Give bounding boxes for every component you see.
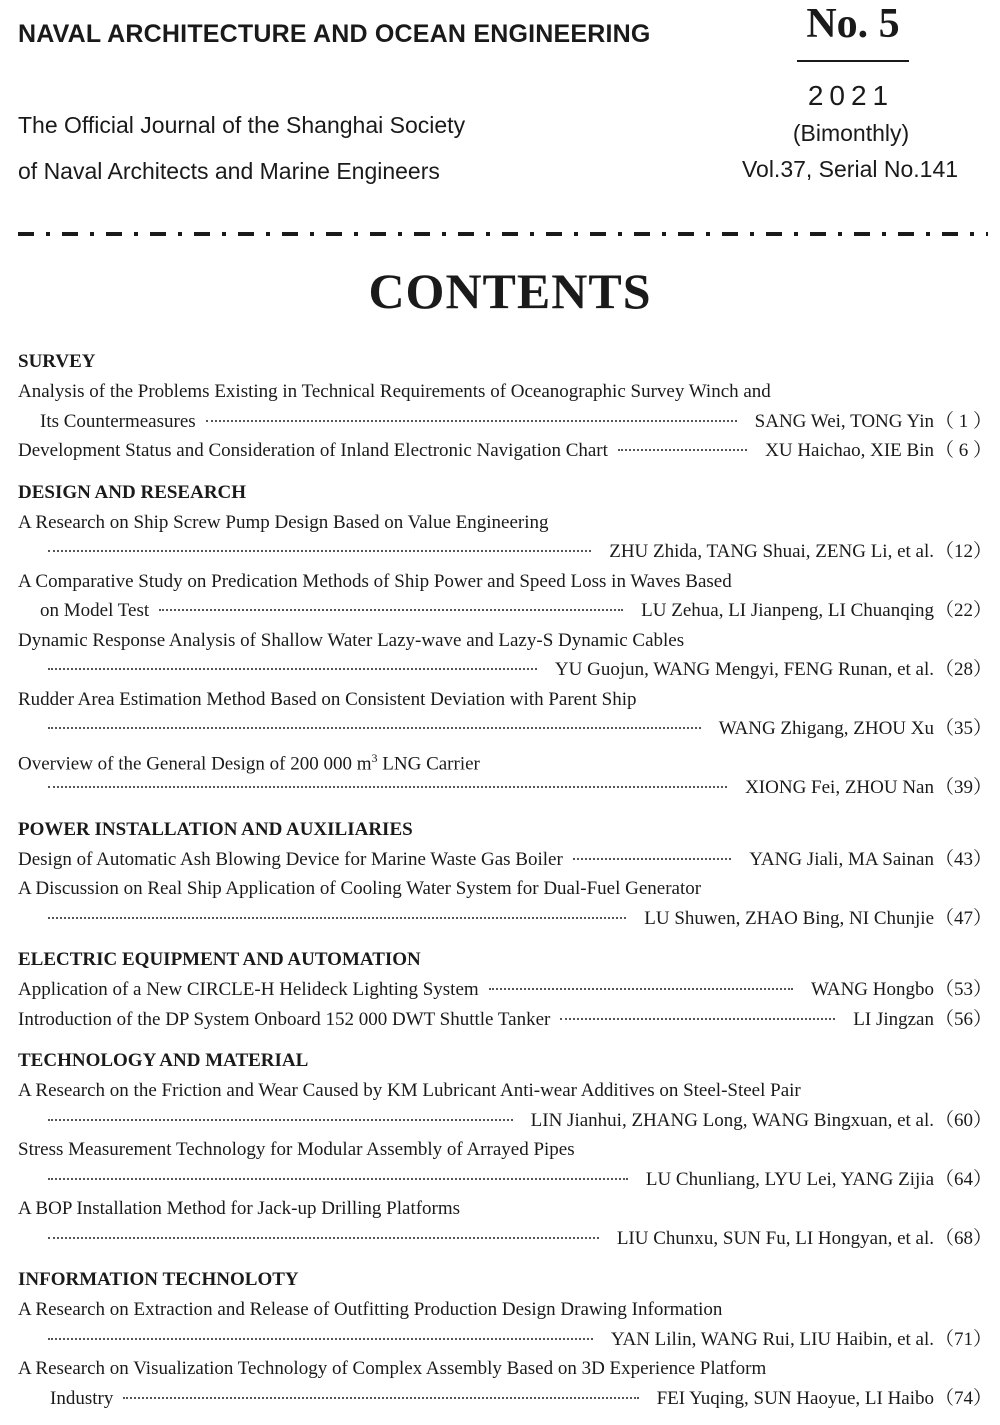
issue-frequency: (Bimonthly): [792, 120, 910, 146]
article-page: （53）: [934, 979, 992, 1000]
article-authors: XIONG Fei, ZHOU Nan: [745, 777, 934, 798]
article-authors: LIU Chunxu, SUN Fu, LI Hongyan, et al.: [616, 1227, 934, 1249]
section-heading: TECHNOLOGY AND MATERIAL: [18, 1050, 309, 1071]
article-authors: YANG Jiali, MA Sainan: [749, 848, 934, 870]
section-electric-equipment: [18, 945, 992, 1034]
issue-number: No. 5: [806, 1, 900, 47]
article-entry: [18, 714, 992, 744]
leader-dots: [573, 858, 731, 860]
leader-dots: [48, 786, 727, 788]
article-title: A Research on the Friction and Wear Caused by KM Lubricant Anti-wear Additives on Steel-Steel Pair: [18, 1080, 801, 1101]
article-title-line1: Analysis of the Problems Existing in Technical Requirements of Oceanographic Survey Winch and: [18, 381, 771, 402]
section-heading: ELECTRIC EQUIPMENT AND AUTOMATION: [18, 949, 421, 970]
leader-dots: [206, 420, 737, 422]
article-entry: [18, 1165, 992, 1195]
article-authors: WANG Zhigang, ZHOU Xu: [718, 718, 934, 739]
leader-dots: [560, 1018, 835, 1020]
article-entry: [18, 1325, 992, 1355]
article-entry: [18, 436, 992, 466]
article-title-line1: A Research on Visualization Technology of Complex Assembly Based on 3D Experience Platform: [18, 1358, 767, 1379]
article-page: （43）: [934, 848, 992, 870]
article-authors: ZHU Zhida, TANG Shuai, ZENG Li, et al.: [609, 541, 934, 562]
article-title-line2: Industry: [50, 1387, 114, 1409]
article-title: Application of a New CIRCLE-H Helideck Lighting System: [18, 979, 479, 1000]
issue-year: 2021: [807, 80, 895, 111]
leader-dots: [489, 988, 793, 990]
article-entry: [18, 845, 992, 875]
article-authors: LU Zehua, LI Jianpeng, LI Chuanqing: [641, 600, 934, 621]
article-title-line2: on Model Test: [40, 600, 150, 621]
section-information-technology: [18, 1265, 992, 1413]
section-power-installation: [18, 815, 992, 934]
issue-underline: [797, 60, 909, 62]
article-entry: [18, 1005, 992, 1035]
article-authors: LU Shuwen, ZHAO Bing, NI Chunjie: [644, 907, 934, 929]
article-page: （56）: [934, 1008, 992, 1030]
article-entry: [18, 1224, 992, 1254]
leader-dots: [618, 449, 747, 451]
article-title: Development Status and Consideration of Inland Electronic Navigation Chart: [18, 440, 608, 461]
article-authors: YU Guojun, WANG Mengyi, FENG Runan, et al.: [554, 659, 934, 680]
leader-dots: [123, 1397, 638, 1399]
article-entry: [18, 904, 992, 934]
article-entry: [18, 407, 992, 437]
issue-volume: Vol.37, Serial No.141: [741, 156, 959, 182]
article-authors: WANG Hongbo: [811, 979, 934, 1000]
leader-dots: [48, 1338, 593, 1340]
leader-dots: [48, 727, 701, 729]
article-page: （71）: [934, 1328, 992, 1350]
article-authors: LU Chunliang, LYU Lei, YANG Zijia: [645, 1168, 934, 1190]
article-title: Rudder Area Estimation Method Based on Consistent Deviation with Parent Ship: [18, 688, 637, 710]
article-title: A BOP Installation Method for Jack-up Drilling Platforms: [18, 1198, 461, 1219]
leader-dots: [48, 1119, 513, 1121]
article-authors: LIN Jianhui, ZHANG Long, WANG Bingxuan, et al.: [530, 1109, 934, 1131]
article-page: （22）: [934, 600, 992, 621]
journal-description-line2: of Naval Architects and Marine Engineers: [18, 158, 440, 184]
leader-dots: [48, 1178, 628, 1180]
section-heading: INFORMATION TECHNOLOTY: [18, 1269, 299, 1290]
article-title: Design of Automatic Ash Blowing Device for Marine Waste Gas Boiler: [18, 848, 563, 870]
article-entry: [18, 975, 992, 1005]
article-entry: [18, 1384, 992, 1414]
leader-dots: [48, 668, 537, 670]
section-design-and-research: [18, 478, 992, 803]
article-page: （28）: [934, 659, 992, 680]
section-heading: DESIGN AND RESEARCH: [18, 481, 247, 503]
article-page: （47）: [934, 907, 992, 929]
leader-dots: [48, 1237, 599, 1239]
article-page: （60）: [934, 1109, 992, 1131]
article-page: （35）: [934, 718, 992, 739]
article-authors: FEI Yuqing, SUN Haoyue, LI Haibo: [656, 1387, 934, 1409]
article-title-line2: Its Countermeasures: [40, 410, 196, 432]
article-page: （74）: [934, 1387, 992, 1409]
article-authors: XU Haichao, XIE Bin: [765, 440, 934, 461]
leader-dots: [159, 609, 623, 611]
journal-description-line1: The Official Journal of the Shanghai Society: [18, 112, 466, 138]
article-title: A Research on Ship Screw Pump Design Based on Value Engineering: [18, 511, 549, 533]
article-entry: [18, 537, 992, 567]
article-title: Dynamic Response Analysis of Shallow Water Lazy-wave and Lazy-S Dynamic Cables: [18, 629, 685, 651]
leader-dots: [48, 917, 626, 919]
article-entry: [18, 773, 992, 803]
article-authors: YAN Lilin, WANG Rui, LIU Haibin, et al.: [610, 1328, 934, 1350]
section-heading: POWER INSTALLATION AND AUXILIARIES: [18, 818, 413, 840]
article-entry: [18, 596, 992, 626]
article-title: A Discussion on Real Ship Application of Cooling Water System for Dual-Fuel Generator: [18, 878, 702, 899]
article-page: （68）: [934, 1227, 992, 1249]
article-title: Overview of the General Design of 200 000 $m^3$ LNG Carrier: [18, 750, 480, 774]
article-entry: [18, 1106, 992, 1136]
article-title: Stress Measurement Technology for Modular Assembly of Arrayed Pipes: [18, 1139, 575, 1160]
article-authors: LI Jingzan: [853, 1008, 934, 1030]
section-heading: SURVEY: [18, 351, 96, 372]
article-page: （12）: [934, 541, 992, 562]
section-technology-and-material: [18, 1046, 992, 1253]
contents-title: CONTENTS: [368, 263, 652, 319]
article-title-line1: A Comparative Study on Predication Methods of Ship Power and Speed Loss in Waves Based: [18, 570, 732, 592]
section-survey: [18, 347, 992, 466]
article-authors: SANG Wei, TONG Yin: [754, 410, 934, 432]
article-page: （39）: [934, 777, 992, 798]
superscript: 3: [371, 750, 378, 765]
article-page: （ 6 ）: [934, 440, 992, 461]
article-page: （ 1 ）: [934, 410, 992, 432]
leader-dots: [48, 550, 591, 552]
article-page: （64）: [934, 1168, 992, 1190]
journal-name: NAVAL ARCHITECTURE AND OCEAN ENGINEERING: [18, 20, 651, 48]
article-title: Introduction of the DP System Onboard 152 000 DWT Shuttle Tanker: [18, 1008, 551, 1030]
article-title: A Research on Extraction and Release of Outfitting Production Design Drawing Information: [18, 1299, 723, 1320]
article-entry: [18, 655, 992, 685]
dash-dot-divider: [18, 232, 988, 236]
table-of-contents: [18, 347, 992, 1425]
